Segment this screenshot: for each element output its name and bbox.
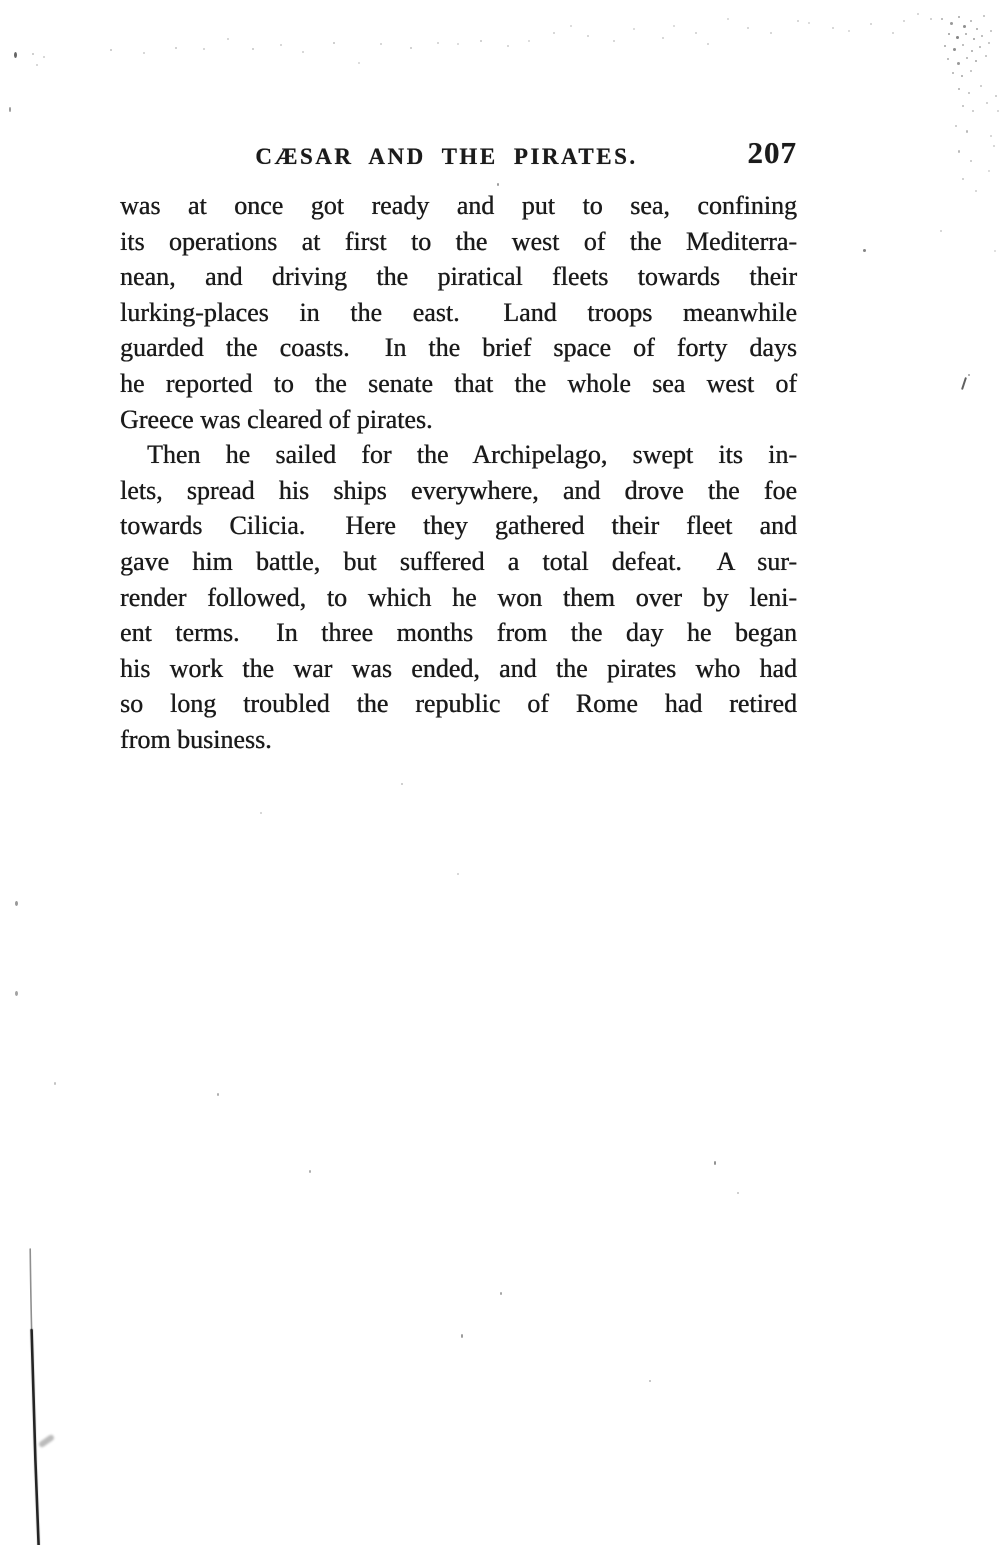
scan-speck (990, 135, 992, 137)
scan-speck (309, 1170, 311, 1173)
scan-speck (737, 1192, 739, 1194)
scan-speck (993, 145, 995, 147)
scan-speck (747, 27, 749, 29)
scan-speck (587, 35, 589, 37)
text-line: ent terms. In three months from the day he began (120, 618, 797, 648)
scan-speck (966, 130, 968, 133)
page-title: CÆSAR AND THE PIRATES. (255, 144, 638, 169)
scan-speck (15, 901, 18, 906)
scan-speck (302, 51, 304, 53)
scan-speck (832, 27, 834, 29)
text-line: render followed, to which he won them over by leni- (120, 582, 797, 612)
text-line: he reported to the senate that the whole sea west of (120, 368, 797, 398)
scan-speck (971, 50, 973, 52)
scan-speck (961, 75, 963, 77)
scan-speck (950, 22, 953, 25)
scan-speck (280, 44, 282, 46)
scan-speck (633, 28, 635, 30)
scan-speck (968, 374, 970, 376)
scan-speck (380, 43, 382, 45)
text-line: gave him battle, but suffered a total defeat. A sur- (120, 546, 797, 576)
scan-speck (957, 62, 960, 65)
scan-speck (990, 30, 992, 32)
scan-speck (358, 62, 360, 64)
scan-speck (953, 48, 956, 51)
scan-speck (497, 183, 499, 186)
scan-speck (43, 56, 45, 58)
scan-speck (958, 16, 960, 18)
scan-speck (944, 45, 946, 47)
scan-speck (9, 107, 11, 112)
scan-speck (110, 49, 112, 51)
scan-speck (952, 72, 954, 74)
scan-speck (707, 43, 709, 45)
scan-speck (649, 1380, 651, 1382)
scan-speck (972, 110, 974, 112)
scan-speck (970, 70, 972, 72)
scan-speck (457, 43, 459, 45)
scan-speck (981, 35, 983, 37)
scan-speck (848, 30, 850, 32)
scan-speck (410, 47, 412, 49)
scan-speck (995, 95, 997, 97)
scan-speck (227, 38, 229, 40)
scan-speck (986, 102, 988, 104)
stray-slash-mark (961, 377, 967, 390)
paragraph-1 (120, 188, 797, 437)
scan-speck (917, 13, 919, 15)
scan-speck (958, 88, 960, 90)
paragraph-2 (120, 437, 797, 757)
text-line: so long troubled the republic of Rome had retired (120, 689, 797, 719)
scan-speck (217, 1093, 219, 1096)
scan-speck (714, 1161, 716, 1165)
scan-speck (870, 23, 872, 25)
scan-speck (975, 190, 977, 192)
page-number: 207 (747, 135, 797, 170)
text-line: its operations at first to the west of the Mediterra- (120, 226, 797, 256)
text-line: his work the war was ended, and the pirates who had (120, 653, 797, 683)
scan-speck (808, 22, 810, 24)
scan-speck (975, 60, 977, 62)
scan-speck (941, 18, 943, 20)
scan-speck (963, 25, 966, 28)
scan-speck (570, 25, 572, 27)
scan-speck (401, 783, 403, 785)
text-line: towards Cilicia. Here they gathered their fleet and (120, 511, 797, 541)
body-text (120, 188, 797, 758)
scan-speck (948, 33, 950, 35)
scan-speck (997, 110, 999, 112)
scan-speck (988, 42, 990, 44)
smudge-mark (38, 1434, 55, 1449)
scan-speck (203, 48, 205, 50)
scan-speck (958, 150, 960, 153)
scan-speck (457, 873, 459, 875)
text-line: Greece was cleared of pirates. (120, 404, 433, 434)
scan-speck (143, 52, 145, 54)
scan-speck (988, 170, 990, 172)
scan-speck (54, 1082, 56, 1085)
scan-speck (970, 160, 972, 162)
scan-speck (966, 57, 968, 59)
scan-speck (252, 48, 254, 50)
scan-speck (32, 53, 34, 55)
scan-speck (260, 812, 262, 814)
scan-speck (973, 38, 975, 40)
scan-speck (673, 25, 675, 27)
text-line: guarded the coasts. In the brief space of forty days (120, 333, 797, 363)
scan-speck (528, 40, 530, 42)
text-line: was at once got ready and put to sea, confining (120, 191, 797, 220)
scan-speck (797, 20, 799, 22)
scan-speck (770, 32, 772, 34)
scan-speck (947, 58, 949, 60)
scan-speck (930, 18, 932, 20)
scan-speck (14, 52, 17, 58)
scan-speck (962, 178, 964, 180)
scan-speck (903, 20, 905, 22)
scan-speck (968, 92, 970, 94)
scan-speck (976, 28, 978, 30)
scan-speck (863, 249, 866, 252)
scan-speck (553, 32, 555, 34)
scan-speck (962, 105, 964, 107)
scan-speck (461, 1334, 463, 1338)
text-line: lurking-places in the east. Land troops meanwhile (120, 297, 797, 327)
scan-speck (994, 250, 996, 252)
text-line: from business. (120, 724, 272, 754)
scan-speck (962, 44, 964, 46)
scan-speck (965, 33, 967, 35)
text-line: Then he sailed for the Archipelago, swept its in- (147, 440, 797, 470)
scan-speck (175, 47, 177, 49)
text-line: lets, spread his ships everywhere, and drove the foe (120, 475, 797, 505)
scan-speck (15, 991, 18, 996)
scan-speck (955, 125, 957, 127)
scan-speck (956, 36, 959, 39)
scan-speck (480, 40, 482, 42)
running-header (120, 135, 797, 172)
text-line: nean, and driving the piratical fleets towards their (120, 262, 797, 292)
scan-speck (892, 32, 894, 34)
scan-speck (500, 1292, 502, 1295)
scan-speck (985, 55, 987, 57)
scan-speck (970, 20, 972, 22)
scan-speck (983, 15, 985, 17)
scan-speck (333, 42, 335, 44)
scan-speck (437, 42, 439, 44)
scan-speck (613, 40, 615, 42)
scan-speck (695, 32, 697, 34)
scan-speck (979, 46, 981, 48)
scan-speck (980, 85, 982, 87)
scan-speck (507, 45, 509, 47)
scan-speck (727, 18, 729, 20)
scan-speck (36, 64, 38, 66)
scan-speck (662, 37, 664, 39)
scan-speck (940, 230, 942, 232)
